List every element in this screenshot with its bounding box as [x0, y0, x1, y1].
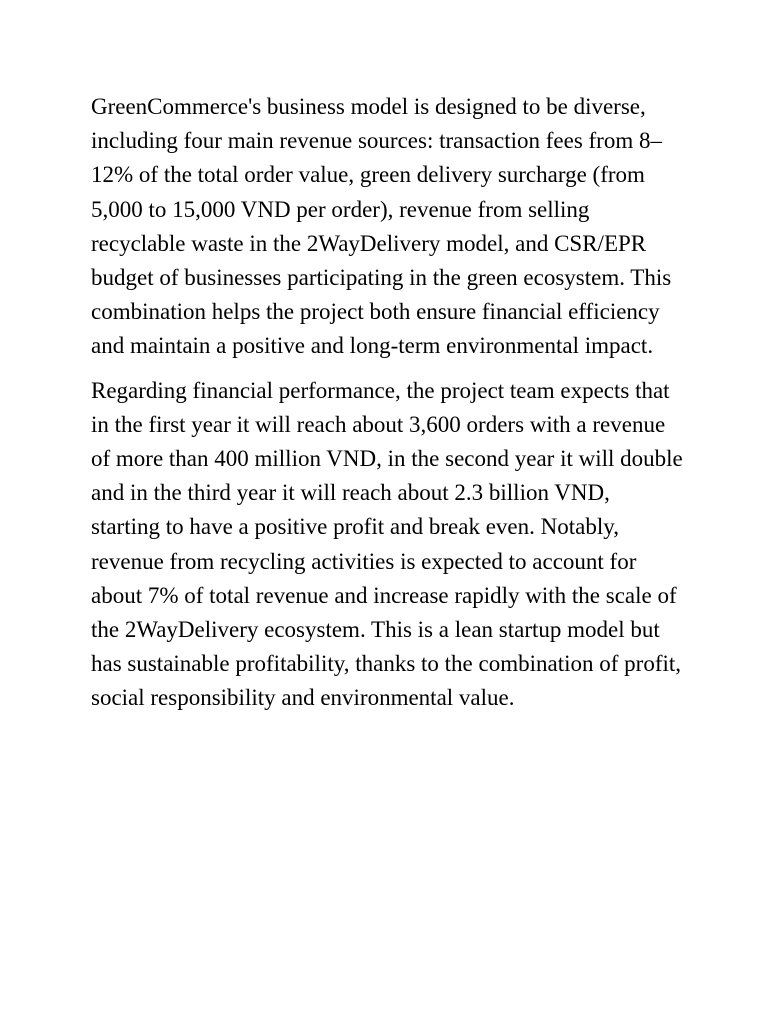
paragraph-business-model: GreenCommerce's business model is designed to be diverse, including four main revenue sources: transaction fees from 8–12% of the total order value, green delivery surcharge (from 5,000 to 15,000 VND per order), revenue from selling recyclable waste in the 2WayDelivery model, and CSR/EPR budget of businesses participating in the green ecosystem. This combination helps the project both ensure financial efficiency and maintain a positive and long-term environmental impact.: [91, 94, 672, 359]
paragraph-financial-performance: Regarding financial performance, the project team expects that in the first year it will reach about 3,600 orders with a revenue of more than 400 million VND, in the second year it will double and in the third year it will reach about 2.3 billion VND, starting to have a positive profit and break even. Notably, revenue from recycling activities is expected to account for about 7% of total revenue and increase rapidly with the scale of the 2WayDelivery ecosystem. This is a lean startup model but has sustainable profitability, thanks to the combination of profit, social responsibility and environmental value.: [91, 377, 683, 711]
document-page: [91, 90, 683, 726]
